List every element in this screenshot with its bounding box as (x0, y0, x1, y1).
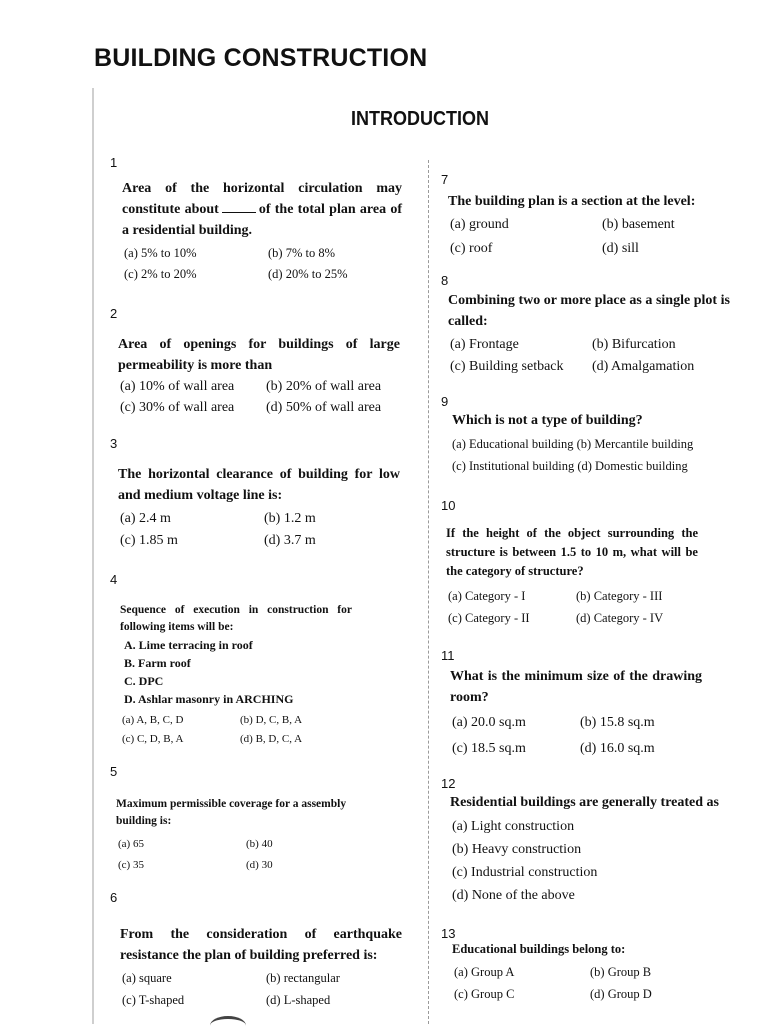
option-d: (d) Amalgamation (592, 359, 695, 374)
option-a: (a) 65 (118, 838, 144, 850)
option-d: (d) Group D (590, 987, 652, 1001)
question-text: Educational buildings belong to: (452, 942, 626, 956)
question-number: 3 (110, 436, 118, 451)
option-c: (c) 30% of wall area (120, 400, 235, 415)
question-number: 13 (441, 926, 456, 941)
option-c: (c) 1.85 m (120, 533, 178, 548)
question-number: 11 (441, 648, 455, 663)
option-c: (c) Group C (454, 987, 515, 1001)
sequence-item-c: C. DPC (124, 674, 164, 688)
question-number: 8 (441, 273, 449, 288)
question-number: 12 (441, 776, 456, 791)
question-text: Combining two or more place as a single plot is called: (448, 293, 730, 329)
option-a: (a) 5% to 10% (124, 246, 197, 260)
option-b: (b) 40 (246, 838, 273, 850)
option-a: (a) square (122, 971, 172, 985)
option-c: (c) 35 (118, 859, 144, 871)
question-number: 9 (441, 394, 449, 409)
question-text: Area of the horizontal circulation may constitute about of the total plan area of a residential building. (122, 181, 402, 238)
option-a: (a) Frontage (450, 337, 519, 352)
option-c: (c) T-shaped (122, 993, 185, 1007)
question-text: The horizontal clearance of building for low and medium voltage line is: (118, 467, 400, 503)
option-c: (c) Category - II (448, 611, 530, 625)
sequence-item-b: B. Farm roof (124, 656, 191, 670)
option-d: (d) 30 (246, 859, 273, 871)
option-a: (a) A, B, C, D (122, 714, 184, 726)
option-b: (b) 1.2 m (264, 511, 316, 526)
page-curl-mark (210, 1016, 246, 1035)
question-text: Maximum permissible coverage for a assembly building is: (116, 798, 347, 827)
option-a: (a) Light construction (452, 819, 575, 834)
question-number: 4 (110, 572, 118, 587)
option-b: (b) Category - III (576, 589, 663, 603)
question-text: If the height of the object surrounding the structure is between 1.5 to 10 m, what will be the category of structure? (446, 526, 698, 578)
question-text: Residential buildings are generally treated as (450, 795, 719, 810)
option-d: (d) B, D, C, A (240, 733, 303, 745)
sequence-item-a: A. Lime terracing in roof (124, 638, 253, 652)
question-text: Which is not a type of building? (452, 413, 643, 428)
document-title: BUILDING CONSTRUCTION (94, 44, 428, 72)
option-a: (a) 20.0 sq.m (452, 715, 526, 730)
fill-blank (222, 200, 256, 213)
column-divider (428, 160, 430, 1024)
option-d: (d) 3.7 m (264, 533, 316, 548)
option-d: (d) None of the above (452, 888, 575, 903)
option-c: (c) Building setback (450, 359, 564, 374)
option-a: (a) ground (450, 217, 509, 232)
option-b: (b) Heavy construction (452, 842, 582, 857)
option-b: (b) rectangular (266, 971, 340, 985)
option-b: (b) Group B (590, 965, 652, 979)
option-c: (c) roof (450, 241, 493, 256)
option-a: (a) Group A (454, 965, 515, 979)
question-number: 10 (441, 498, 456, 513)
option-b: (b) D, C, B, A (240, 714, 303, 726)
option-d: (d) L-shaped (266, 993, 331, 1007)
option-c: (c) 2% to 20% (124, 267, 197, 281)
option-a-b: (a) Educational building (b) Mercantile building (452, 437, 694, 451)
question-number: 7 (441, 172, 449, 187)
option-d: (d) 50% of wall area (266, 400, 382, 415)
option-b: (b) Bifurcation (592, 337, 676, 352)
option-a: (a) 2.4 m (120, 511, 171, 526)
option-b: (b) 20% of wall area (266, 379, 382, 394)
question-number: 6 (110, 890, 118, 905)
sequence-item-d: D. Ashlar masonry in ARCHING (124, 692, 294, 706)
option-c-d: (c) Institutional building (d) Domestic building (452, 459, 688, 473)
option-d: (d) 16.0 sq.m (580, 741, 655, 756)
option-d: (d) 20% to 25% (268, 267, 348, 281)
question-text: Sequence of execution in construction for following items will be: (120, 604, 352, 633)
option-c: (c) C, D, B, A (122, 733, 184, 745)
option-b: (b) 7% to 8% (268, 246, 335, 260)
option-b: (b) 15.8 sq.m (580, 715, 655, 730)
question-number: 1 (110, 155, 118, 170)
question-text: The building plan is a section at the level: (448, 194, 696, 209)
option-a: (a) 10% of wall area (120, 379, 235, 394)
question-number: 5 (110, 764, 118, 779)
option-a: (a) Category - I (448, 589, 526, 603)
option-d: (d) sill (602, 241, 639, 256)
question-text: From the consideration of earthquake resistance the plan of building preferred is: (120, 927, 402, 963)
section-title: INTRODUCTION (351, 108, 489, 130)
question-text: Area of openings for buildings of large permeability is more than (118, 337, 400, 373)
option-c: (c) 18.5 sq.m (452, 741, 526, 756)
question-number: 2 (110, 306, 118, 321)
option-d: (d) Category - IV (576, 611, 664, 625)
question-text: What is the minimum size of the drawing room? (450, 669, 702, 705)
option-c: (c) Industrial construction (452, 865, 598, 880)
left-margin-rule (92, 88, 94, 1024)
option-b: (b) basement (602, 217, 675, 232)
